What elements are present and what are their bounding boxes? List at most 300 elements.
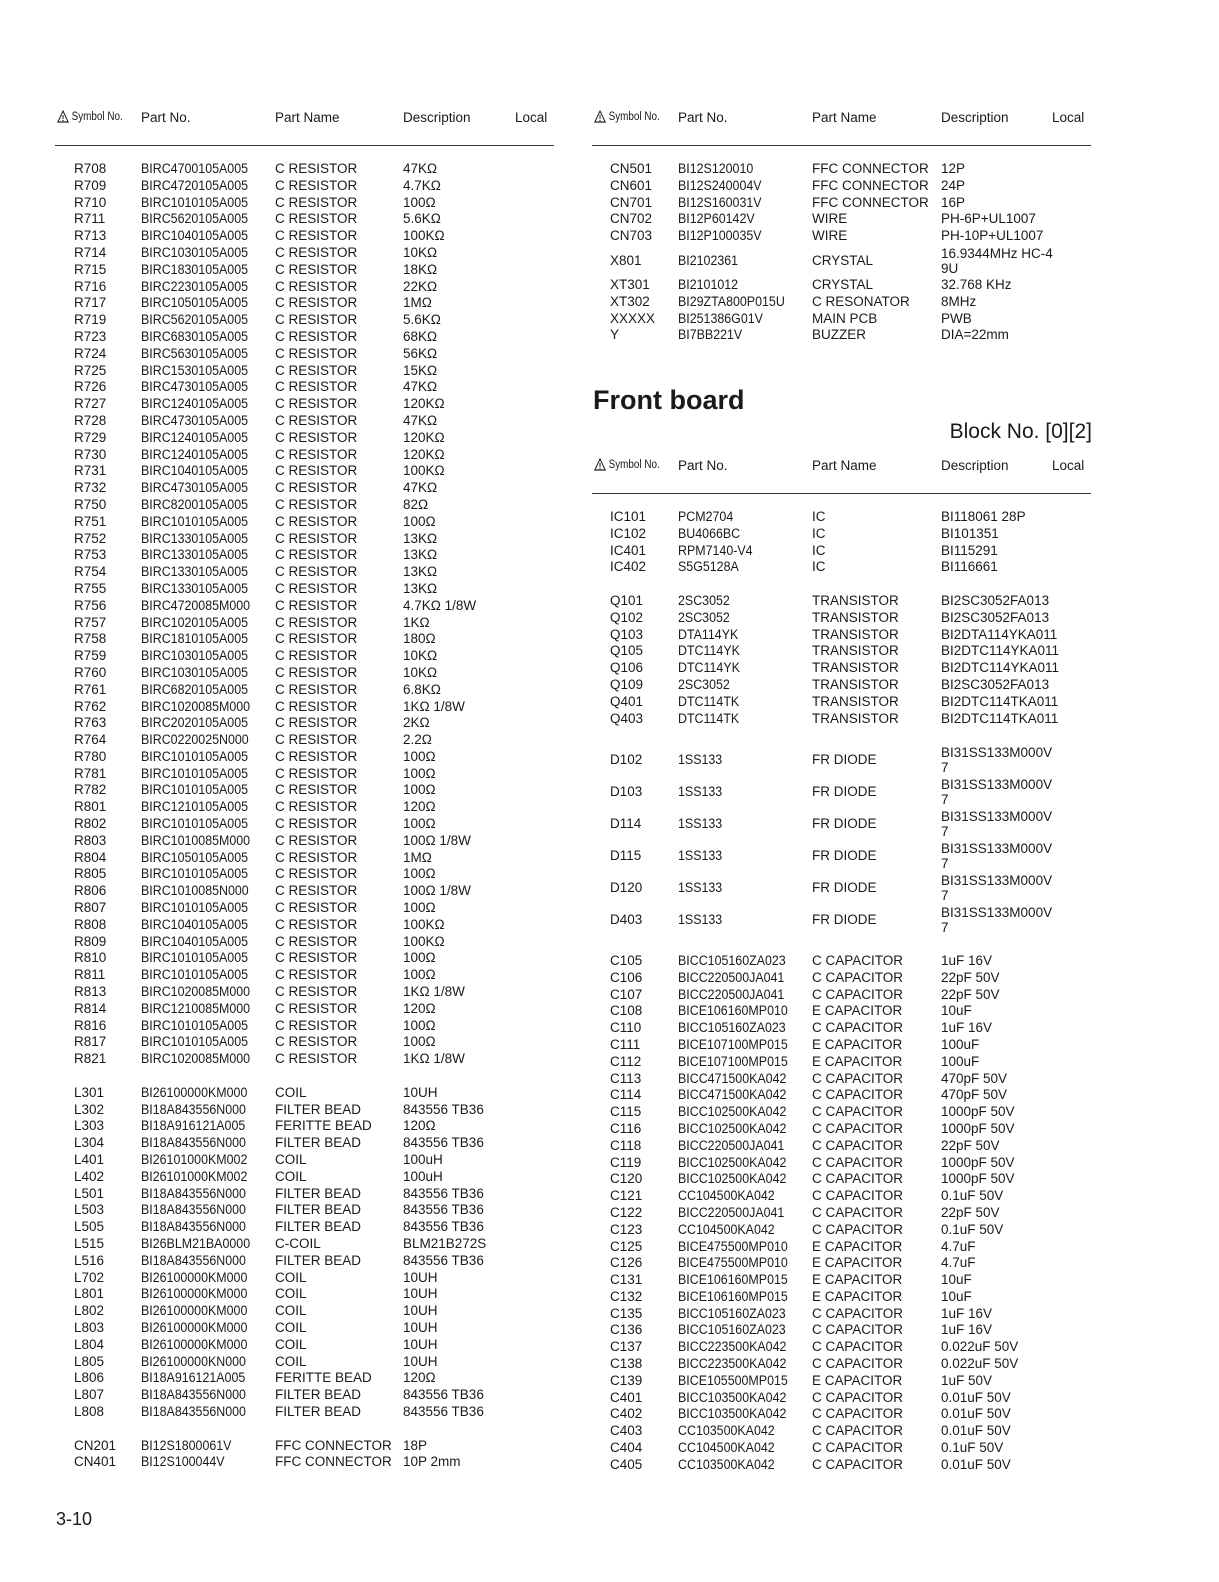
description-cell: 100KΩ [403, 463, 445, 479]
part-no-cell: PCM2704 [678, 509, 734, 524]
part-name-cell: IC [812, 559, 826, 575]
part-name-cell: C CAPACITOR [812, 1406, 904, 1422]
part-name-cell: C CAPACITOR [812, 1339, 904, 1355]
part-name-cell: C CAPACITOR [812, 1104, 904, 1120]
symbol-cell: IC401 [610, 542, 647, 558]
part-no-cell: BIRC6830105A005 [141, 328, 249, 344]
symbol-cell: R732 [74, 480, 107, 496]
part-name-cell: FFC CONNECTOR [275, 1454, 392, 1470]
description-cell: 5.6KΩ [403, 211, 441, 227]
description-cell: 100Ω [403, 782, 436, 798]
part-no-cell: BI29ZTA800P015U [678, 293, 785, 309]
part-name-cell: C RESISTOR [275, 564, 358, 580]
table-row [0, 430, 580, 447]
part-no-cell: BI7BB221V [678, 327, 743, 343]
part-no-cell: BICC105160ZA023 [678, 1305, 786, 1321]
symbol-cell: L803 [74, 1319, 105, 1335]
symbol-cell: R752 [74, 530, 107, 546]
part-name-cell: C RESISTOR [275, 765, 358, 781]
part-name-cell: FERITTE BEAD [275, 1118, 372, 1134]
part-name-cell: C RESISTOR [275, 849, 358, 865]
part-name-cell: C CAPACITOR [812, 969, 904, 985]
symbol-cell: L805 [74, 1353, 105, 1369]
part-no-cell: BIRC1040105A005 [141, 916, 249, 932]
description-cell: 2.2Ω [403, 732, 432, 748]
symbol-cell: L801 [74, 1286, 105, 1302]
symbol-cell: Q403 [610, 710, 644, 726]
symbol-cell: D115 [610, 848, 642, 864]
symbol-cell: R806 [74, 883, 107, 899]
symbol-cell: XT301 [610, 276, 650, 292]
table-row [0, 277, 1219, 294]
symbol-cell: C125 [610, 1238, 643, 1254]
part-name-cell: C CAPACITOR [812, 1087, 904, 1103]
symbol-cell: D120 [610, 880, 643, 896]
part-name-cell: TRANSISTOR [812, 643, 899, 659]
part-no-cell: BI26100000KM000 [141, 1084, 248, 1100]
part-no-cell: BIRC1010105A005 [141, 866, 249, 882]
part-no-cell: BI2102361 [678, 252, 739, 268]
symbol-cell: R717 [74, 295, 107, 311]
description-cell: 1uF 16V [941, 1305, 993, 1321]
description-cell: 100uH [403, 1152, 443, 1168]
table-row [0, 559, 1219, 576]
symbol-cell: R756 [74, 597, 107, 613]
part-name-cell: E CAPACITOR [812, 1272, 903, 1288]
table-row [0, 1306, 1219, 1323]
part-name-cell: FFC CONNECTOR [275, 1437, 392, 1453]
description-cell: 22pF 50V [941, 969, 1000, 985]
description-cell: 8MHz [941, 293, 977, 309]
table-row [0, 1269, 1219, 1289]
table-row [0, 363, 580, 380]
table-row [0, 1457, 1219, 1474]
description-cell: BI2DTC114YKA011 [941, 643, 1060, 659]
part-no-cell: BICC223500KA042 [678, 1356, 787, 1372]
description-cell: 68KΩ [403, 328, 438, 344]
description-cell: 1uF 50V [941, 1372, 993, 1388]
description-cell: BI31SS133M000V7 [941, 777, 1053, 808]
symbol-cell: C120 [610, 1171, 643, 1187]
part-no-cell: BIRC1010085M000 [141, 832, 251, 848]
part-name-cell: C CAPACITOR [812, 1070, 904, 1086]
part-name-cell: E CAPACITOR [812, 1003, 903, 1019]
part-no-cell: BIRC4730105A005 [141, 379, 249, 395]
part-no-cell: BIRC1330105A005 [141, 580, 249, 596]
part-name-cell: C RESISTOR [275, 648, 358, 664]
part-name-cell: C RESISTOR [275, 161, 358, 176]
symbol-cell: L802 [74, 1303, 105, 1319]
table-row [0, 1037, 1219, 1054]
symbol-cell: L302 [74, 1101, 105, 1117]
part-no-cell: BICC220500JA041 [678, 1204, 785, 1220]
part-no-cell: BICC471500KA042 [678, 1070, 787, 1086]
description-cell: 13KΩ [403, 530, 438, 546]
part-no-cell: CC104500KA042 [678, 1440, 775, 1456]
description-cell: 100KΩ [403, 228, 445, 244]
part-name-cell: COIL [275, 1286, 307, 1302]
table-row [0, 1403, 1219, 1423]
part-name-cell: C RESISTOR [275, 244, 358, 260]
part-no-cell: BIRC1010105A005 [141, 1017, 249, 1033]
table-row [0, 228, 1219, 245]
part-name-cell: C RESISTOR [275, 446, 358, 462]
part-name-cell: FERITTE BEAD [275, 1370, 372, 1386]
description-cell: 0.01uF 50V [941, 1423, 1011, 1439]
part-name-cell: FILTER BEAD [275, 1252, 362, 1268]
part-no-cell: BIRC6820105A005 [141, 681, 249, 697]
part-name-cell: C RESISTOR [275, 883, 358, 899]
description-cell: BI31SS133M000V7 [941, 745, 1053, 776]
part-name-cell: FILTER BEAD [275, 1387, 362, 1403]
part-no-cell: BIRC1830105A005 [141, 261, 249, 277]
symbol-cell: R801 [74, 799, 107, 815]
table-row [0, 840, 1219, 872]
description-cell: 1uF 16V [941, 952, 993, 968]
part-no-cell: BI26BLM21BA0000 [141, 1236, 251, 1251]
table-row [0, 294, 1219, 311]
description-cell: BI118061 28P [941, 509, 1026, 524]
table-row [0, 1390, 1219, 1407]
part-no-cell: CC104500KA042 [678, 1188, 775, 1204]
part-no-cell: BIRC1330105A005 [141, 530, 249, 546]
symbol-cell: C122 [610, 1204, 643, 1220]
description-cell: 1000pF 50V [941, 1104, 1015, 1120]
part-name-cell: C RESISTOR [275, 362, 358, 378]
part-no-cell: BIRC4730105A005 [141, 480, 249, 496]
part-name-cell: FR DIODE [812, 752, 877, 768]
symbol-cell: CN702 [610, 211, 653, 227]
part-no-cell: BICC102500KA042 [678, 1104, 787, 1120]
part-no-cell: BIRC1010105A005 [141, 1034, 249, 1050]
symbol-cell: C112 [610, 1053, 642, 1069]
part-no-cell: BI12S120010 [678, 161, 754, 176]
part-no-cell: BI18A843556N000 [141, 1403, 246, 1419]
symbol-cell: R725 [74, 362, 107, 378]
part-name-cell: C RESISTOR [275, 664, 358, 680]
description-cell: 100Ω [403, 513, 436, 529]
description-cell: 16P [941, 194, 966, 210]
symbol-cell: R750 [74, 496, 107, 512]
part-name-cell: FILTER BEAD [275, 1403, 362, 1419]
symbol-cell: L806 [74, 1370, 105, 1386]
symbol-cell: C105 [610, 952, 643, 968]
symbol-cell: IC101 [610, 509, 647, 524]
description-cell: 100Ω [403, 748, 436, 764]
symbol-cell: L303 [74, 1118, 105, 1134]
symbol-cell: R821 [74, 1051, 107, 1067]
part-no-cell: BIRC1810105A005 [141, 631, 249, 647]
part-name-cell: C RESISTOR [275, 496, 358, 512]
description-cell: 13KΩ [403, 564, 438, 580]
warning-triangle-icon [594, 110, 606, 123]
description-cell: 47KΩ [403, 412, 438, 428]
part-name-cell: C RESISTOR [275, 580, 358, 596]
symbol-cell: R780 [74, 748, 107, 764]
symbol-cell: C110 [610, 1020, 642, 1036]
table-row [0, 1319, 1219, 1339]
description-cell: 10UH [403, 1303, 438, 1319]
symbol-cell: C111 [610, 1036, 641, 1052]
part-no-cell: BIRC2020105A005 [141, 715, 249, 731]
description-cell: 100Ω 1/8W [403, 832, 471, 848]
part-name-cell: C CAPACITOR [812, 1120, 904, 1136]
symbol-cell: C403 [610, 1423, 643, 1439]
table-row [0, 1423, 1219, 1440]
table-row [0, 543, 1219, 560]
part-name-cell: FILTER BEAD [275, 1101, 362, 1117]
part-no-cell: 1SS133 [678, 880, 723, 896]
part-no-cell: BIRC8200105A005 [141, 496, 249, 512]
description-cell: 10UH [403, 1336, 438, 1352]
description-cell: 10KΩ [403, 664, 438, 680]
part-no-cell: BI26100000KN000 [141, 1353, 246, 1369]
symbol-cell: IC102 [610, 525, 647, 541]
description-cell: BI31SS133M000V7 [941, 873, 1053, 904]
table-row [0, 872, 1219, 904]
table-row [0, 610, 1219, 627]
block-number: Block No. [0][2] [949, 420, 1092, 443]
symbol-cell: L807 [74, 1387, 105, 1403]
part-no-cell: BIRC1020085M000 [141, 984, 251, 1000]
description-cell: 100Ω [403, 900, 436, 916]
part-no-cell: BI26100000KM000 [141, 1336, 248, 1352]
description-cell: BI2SC3052FA013 [941, 592, 1050, 608]
symbol-cell: R809 [74, 933, 107, 949]
part-no-cell: BICE105500MP015 [678, 1372, 788, 1388]
part-name-cell: C RESISTOR [275, 278, 358, 294]
description-cell: 470pF 50V [941, 1070, 1008, 1086]
symbol-cell: R753 [74, 547, 107, 563]
description-cell: DIA=22mm [941, 327, 1009, 343]
symbol-cell: R808 [74, 916, 107, 932]
symbol-cell: R716 [74, 278, 107, 294]
symbol-cell: D102 [610, 752, 643, 768]
symbol-cell: R810 [74, 950, 107, 966]
table-row [0, 1155, 1219, 1172]
part-name-cell: C RESISTOR [275, 328, 358, 344]
table-row [0, 987, 1219, 1004]
symbol-cell: R811 [74, 967, 106, 983]
description-cell: 1000pF 50V [941, 1154, 1015, 1170]
right-table-header [0, 110, 1219, 130]
part-no-cell: BIRC1010105A005 [141, 748, 249, 764]
symbol-cell: R762 [74, 698, 107, 714]
description-cell: 1uF 16V [941, 1020, 993, 1036]
description-cell: 10uF [941, 1272, 972, 1288]
part-no-cell: BICC102500KA042 [678, 1120, 787, 1136]
part-name-cell: C CAPACITOR [812, 1188, 904, 1204]
part-no-cell: BIRC1030105A005 [141, 648, 249, 664]
part-name-cell: C RESISTOR [275, 681, 358, 697]
description-cell: 100KΩ [403, 933, 445, 949]
symbol-cell: R813 [74, 984, 107, 1000]
front-board-header-rule [592, 493, 1091, 494]
description-cell: 843556 TB36 [403, 1185, 484, 1201]
part-name-cell: C CAPACITOR [812, 1305, 904, 1321]
symbol-cell: R728 [74, 412, 107, 428]
table-row [0, 953, 1219, 970]
part-no-cell: BICE106160MP015 [678, 1288, 788, 1304]
part-name-cell: C RESISTOR [275, 967, 358, 983]
description-cell: 120Ω [403, 1000, 436, 1016]
part-no-header: Part No. [678, 110, 728, 125]
part-no-cell: 1SS133 [678, 816, 723, 832]
table-row [0, 660, 1219, 677]
symbol-cell: C139 [610, 1372, 643, 1388]
part-no-cell: CC103500KA042 [678, 1423, 775, 1439]
part-name-cell: E CAPACITOR [812, 1288, 903, 1304]
description-cell: 120KΩ [403, 446, 445, 462]
part-name-cell: C RESISTOR [275, 1051, 358, 1067]
description-cell: 120Ω [403, 1370, 436, 1386]
part-name-cell: C RESISTOR [275, 295, 358, 311]
table-row [0, 346, 580, 363]
left-header-rule [55, 145, 554, 146]
part-no-cell: BICC220500JA041 [678, 986, 785, 1002]
part-no-cell: BICC220500JA041 [678, 1137, 785, 1153]
description-cell: BI115291 [941, 542, 998, 558]
part-name-cell: C RESISTOR [275, 799, 358, 815]
table-row [0, 1101, 1219, 1121]
part-no-cell: BIRC4700105A005 [141, 161, 249, 176]
part-name-cell: TRANSISTOR [812, 609, 899, 625]
description-cell: 0.01uF 50V [941, 1389, 1011, 1405]
symbol-cell: R710 [74, 194, 107, 210]
description-cell: 100Ω [403, 194, 436, 210]
description-cell: BI116661 [941, 559, 998, 575]
table-row [0, 744, 1219, 776]
table-row [0, 1289, 1219, 1306]
part-name-cell: E CAPACITOR [812, 1053, 903, 1069]
part-name-header: Part Name [812, 110, 877, 125]
part-name-cell: C CAPACITOR [812, 1423, 904, 1439]
table-row [0, 1084, 1219, 1104]
description-cell: 15KΩ [403, 362, 438, 378]
description-cell: 10UH [403, 1319, 438, 1335]
part-no-cell: BIRC1010105A005 [141, 765, 249, 781]
table-row [0, 161, 1219, 178]
part-name-cell: C-COIL [275, 1236, 321, 1251]
section-title: Front board [593, 385, 745, 415]
symbol-cell: R764 [74, 732, 107, 748]
right-header-rule [592, 145, 1091, 146]
table-row [0, 1071, 1219, 1088]
part-no-cell: BICC105160ZA023 [678, 1020, 786, 1036]
description-cell: 1KΩ 1/8W [403, 984, 465, 1000]
symbol-cell: R724 [74, 345, 107, 361]
symbol-cell: XT302 [610, 293, 650, 309]
part-name-cell: C CAPACITOR [812, 1171, 904, 1187]
part-name-cell: COIL [275, 1152, 307, 1168]
part-no-cell: BI26100000KM000 [141, 1319, 248, 1335]
part-name-cell: C RESISTOR [275, 715, 358, 731]
part-name-cell: C CAPACITOR [812, 1204, 904, 1220]
symbol-cell: Q101 [610, 592, 644, 608]
part-name-cell: C RESISTOR [275, 933, 358, 949]
table-row [0, 178, 1219, 195]
table-row [0, 379, 580, 396]
symbol-cell: R755 [74, 580, 107, 596]
description-cell: 47KΩ [403, 480, 438, 496]
part-name-cell: C RESISTOR [275, 832, 358, 848]
symbol-cell: C135 [610, 1305, 643, 1321]
part-name-cell: C RESISTOR [275, 396, 358, 412]
part-no-cell: CC103500KA042 [678, 1456, 775, 1472]
description-cell: 120KΩ [403, 429, 445, 445]
part-name-cell: FILTER BEAD [275, 1185, 362, 1201]
part-name-cell: C RESISTOR [275, 480, 358, 496]
table-row [0, 1185, 1219, 1205]
part-name-cell: C RESISTOR [275, 463, 358, 479]
description-cell: 22KΩ [403, 278, 438, 294]
symbol-header: Symbol No. [594, 458, 660, 471]
part-name-cell: COIL [275, 1084, 307, 1100]
table-row [0, 593, 1219, 610]
part-no-cell: BI12S240004V [678, 177, 762, 193]
symbol-cell: CN501 [610, 161, 653, 176]
description-cell: BI2DTC114TKA011 [941, 710, 1059, 726]
part-no-cell: BIRC1330105A005 [141, 564, 249, 580]
description-cell: 843556 TB36 [403, 1403, 484, 1419]
part-no-cell: BICC102500KA042 [678, 1171, 787, 1187]
symbol-cell: R711 [74, 211, 106, 227]
part-name-cell: C RESISTOR [275, 345, 358, 361]
table-row [0, 1000, 1219, 1020]
symbol-cell: X801 [610, 252, 642, 268]
symbol-cell: R760 [74, 664, 107, 680]
symbol-cell: C118 [610, 1137, 642, 1153]
symbol-cell: L515 [74, 1236, 105, 1251]
part-name-header: Part Name [812, 458, 877, 473]
symbol-cell: L804 [74, 1336, 105, 1352]
description-cell: 1MΩ [403, 849, 432, 865]
description-cell: 100Ω [403, 1017, 436, 1033]
part-name-cell: FFC CONNECTOR [812, 161, 929, 176]
local-header: Local [515, 110, 548, 125]
description-cell: 56KΩ [403, 345, 438, 361]
symbol-cell: C123 [610, 1221, 643, 1237]
table-row [0, 643, 1219, 660]
table-row [0, 1353, 1219, 1373]
table-row [0, 1252, 1219, 1272]
description-cell: 10uF [941, 1288, 972, 1304]
part-name-cell: COIL [275, 1269, 307, 1285]
part-no-cell: BIRC4720105A005 [141, 177, 249, 193]
description-cell: BI31SS133M000V7 [941, 809, 1053, 840]
part-no-cell: BIRC1010105A005 [141, 513, 249, 529]
part-no-cell: BI12P100035V [678, 228, 762, 244]
description-cell: 120KΩ [403, 396, 445, 412]
part-no-cell: BIRC2230105A005 [141, 278, 249, 294]
part-name-cell: E CAPACITOR [812, 1255, 903, 1271]
symbol-cell: Y [610, 327, 620, 343]
symbol-cell: C136 [610, 1322, 643, 1338]
front-board-table-header [0, 458, 1219, 478]
description-cell: 100uH [403, 1168, 443, 1184]
description-cell: BI2SC3052FA013 [941, 676, 1050, 692]
part-no-header: Part No. [678, 458, 728, 473]
part-name-cell: C RESISTOR [275, 631, 358, 647]
symbol-cell: C137 [610, 1339, 643, 1355]
part-name-cell: C RESISTOR [275, 916, 358, 932]
symbol-cell: R763 [74, 715, 107, 731]
part-no-cell: BI18A916121A005 [141, 1370, 246, 1386]
description-cell: 10uF [941, 1003, 972, 1019]
description-cell: 0.1uF 50V [941, 1440, 1004, 1456]
symbol-cell: L702 [74, 1269, 105, 1285]
part-no-cell: BI26100000KM000 [141, 1269, 248, 1285]
